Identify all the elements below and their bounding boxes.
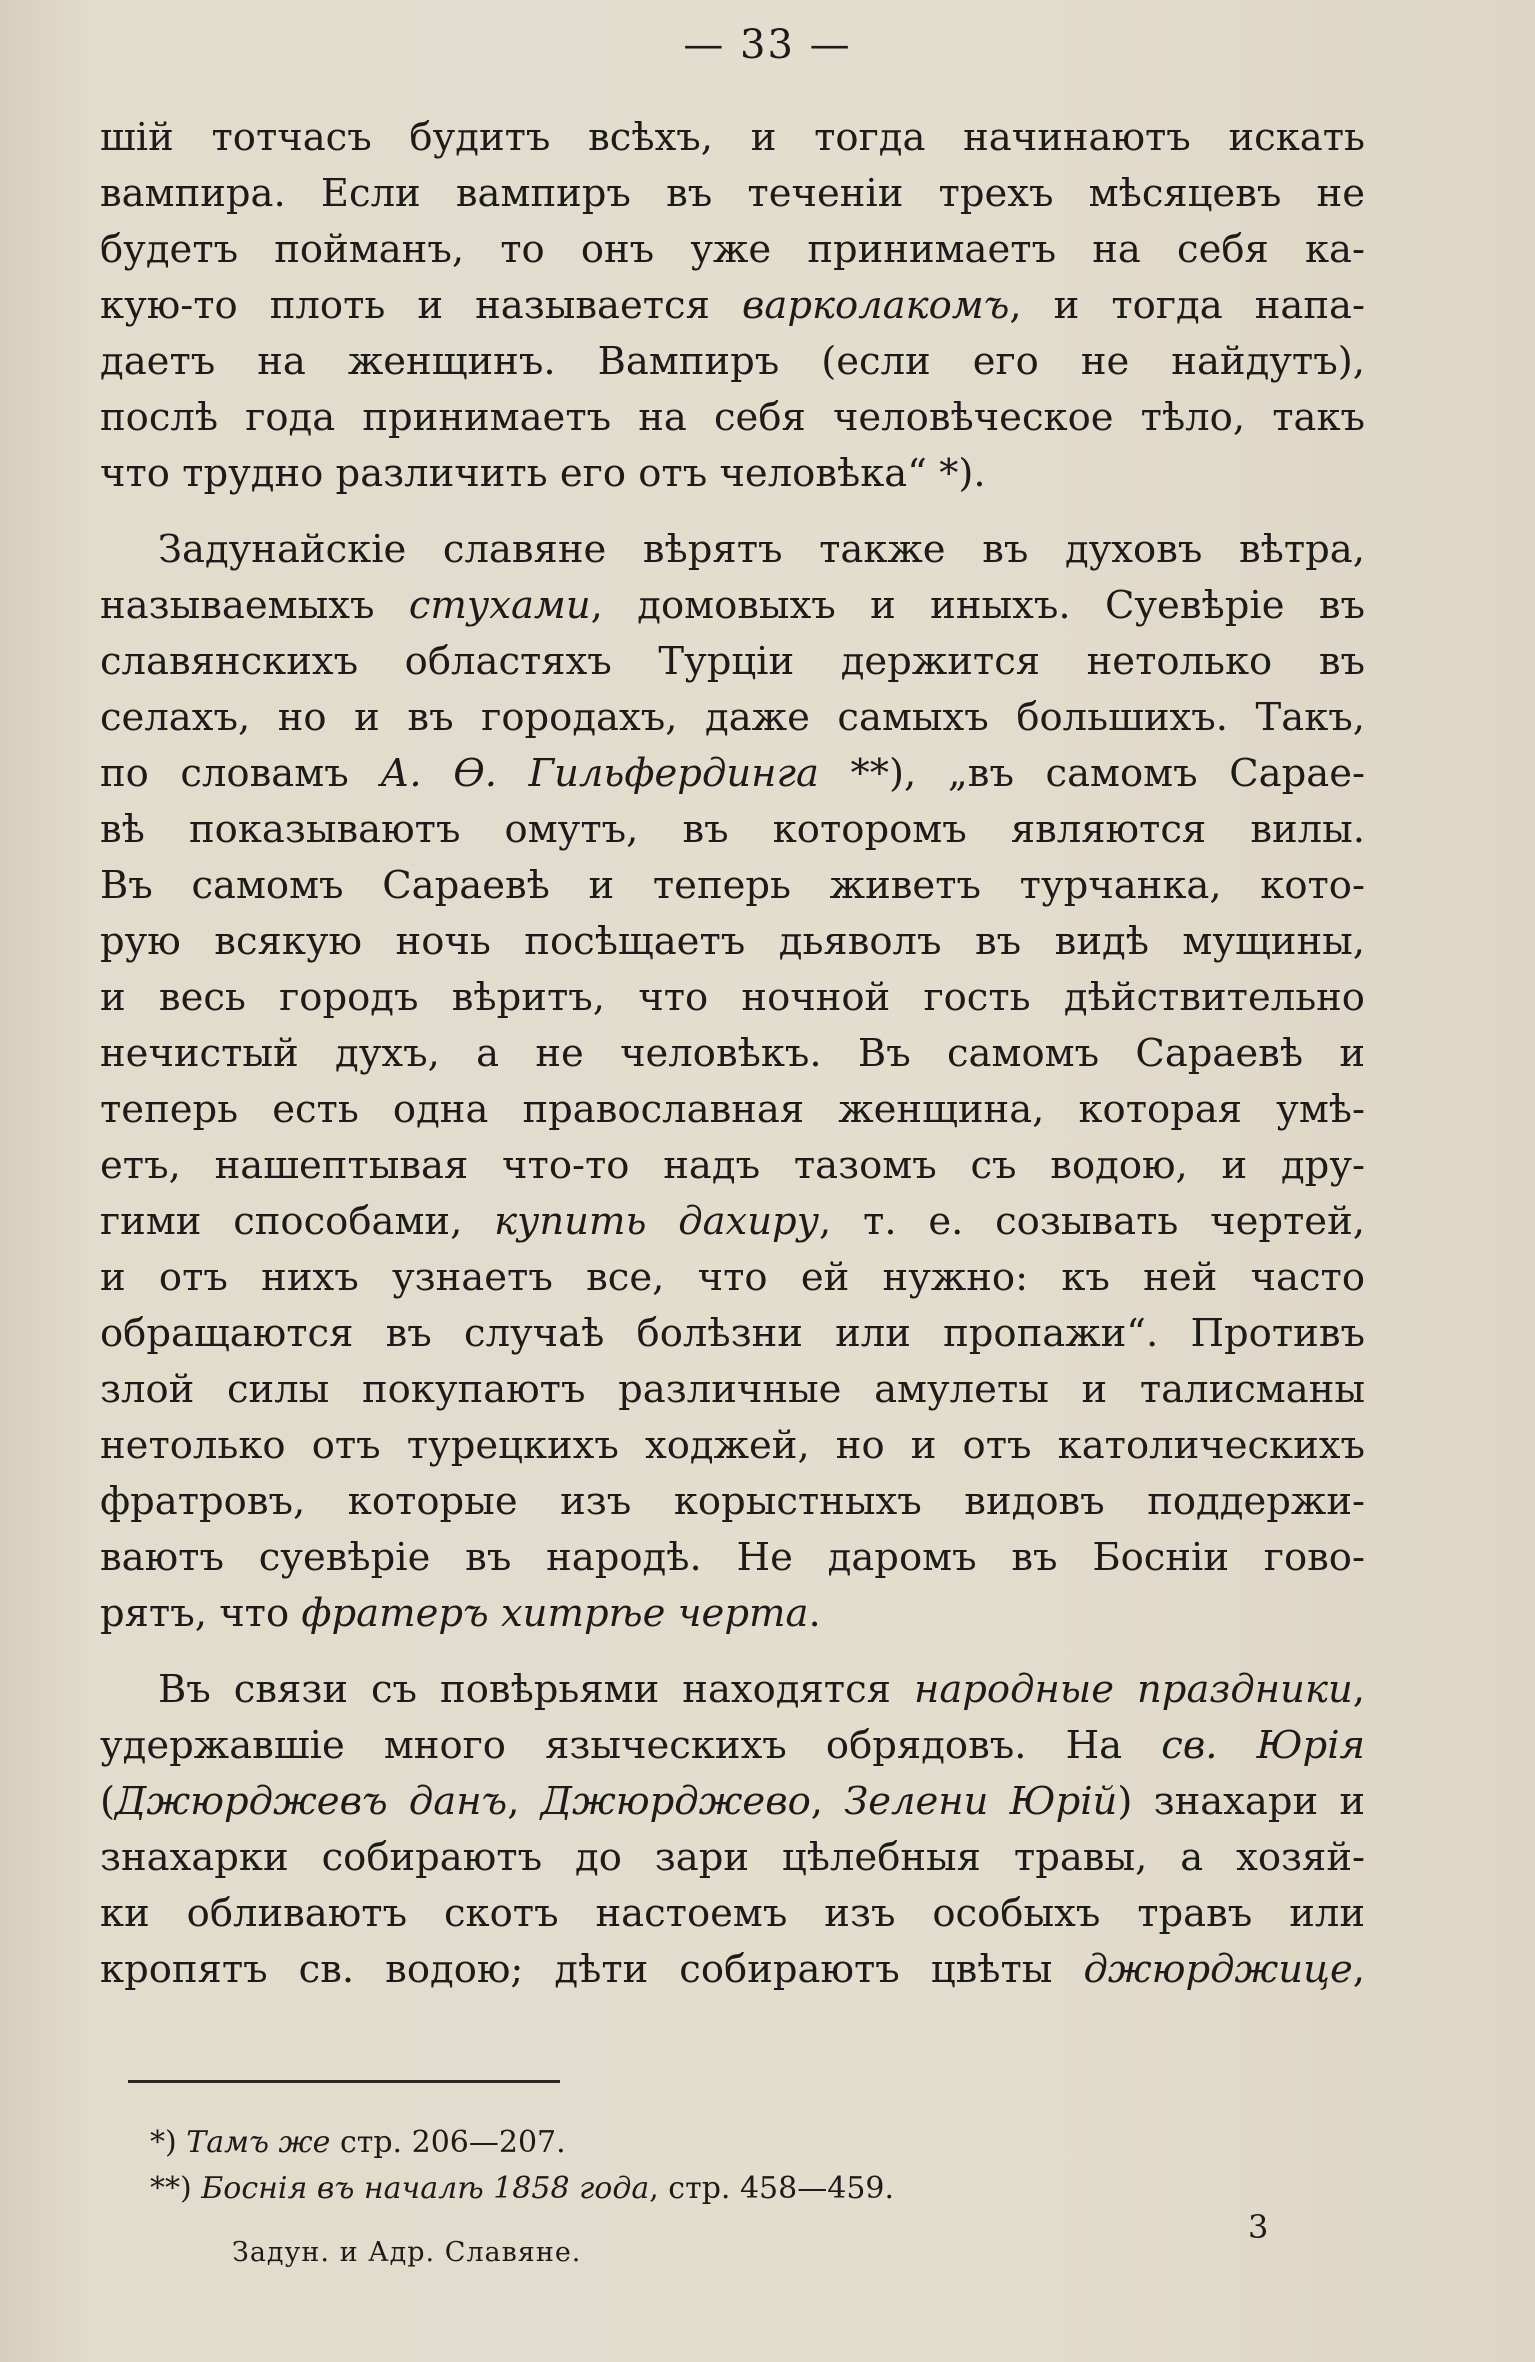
italic-term: Боснія въ началѣ 1858 года [201,2171,650,2206]
text-run: кую-то плоть и называется [100,283,742,328]
text-run: , [810,1779,845,1824]
text-line [100,1662,1365,1718]
text-run: , стр. 458—459. [649,2171,895,2206]
italic-term: варколакомъ [741,283,1010,328]
text-line: нечистый духъ, а не человѣкъ. Въ самомъ Сараевѣ и [100,1031,1365,1076]
body-text [100,110,1365,1998]
italic-term: св. Юрія [1161,1723,1365,1768]
italic-term: Тамъ же [186,2125,331,2160]
text-run: Въ связи съ повѣрьями находятся [158,1667,914,1712]
text-run: , [1352,1947,1365,1992]
text-line: фратровъ, которые изъ корыстныхъ видовъ поддержи- [100,1479,1365,1524]
footnote-rule [128,2080,560,2083]
footnote-mark: **) [150,2171,202,2206]
text-run: ) знахари и [1117,1779,1366,1824]
text-line: Задунайскіе славяне вѣрятъ также въ духовъ вѣтра, [158,527,1365,572]
italic-term: фратеръ хитрѣе черта [301,1591,809,1636]
text-line [100,578,1365,634]
text-line: злой силы покупаютъ различные амулеты и талисманы [100,1367,1365,1412]
italic-term: стухами [408,583,591,628]
italic-term: купить дахиру [494,1199,820,1244]
paragraph-gap [100,1642,1365,1662]
text-run: , [507,1779,541,1824]
text-line: вампира. Если вампиръ въ теченіи трехъ мѣсяцевъ не [100,171,1365,216]
text-line: и отъ нихъ узнаетъ все, что ей нужно: къ ней часто [100,1255,1365,1300]
text-run: удержавшіе много языческихъ обрядовъ. На [100,1723,1162,1768]
text-line [100,1194,1365,1250]
text-line: рую всякую ночь посѣщаетъ дьяволъ въ видѣ мущины, [100,919,1365,964]
paragraph-gap [100,502,1365,522]
text-line: ки обливаютъ скотъ настоемъ изъ особыхъ травъ или [100,1891,1365,1936]
text-run: по словамъ [100,751,381,796]
text-line [100,1718,1365,1774]
text-line: ваютъ суевѣріе въ народѣ. Не даромъ въ Босніи гово- [100,1535,1365,1580]
text-run: **), „въ самомъ Сарае- [818,751,1365,796]
text-run: , [1352,1667,1365,1712]
italic-term: Джюрджево [540,1779,811,1824]
text-line: будетъ пойманъ, то онъ уже принимаетъ на себя ка- [100,227,1365,272]
text-line: и весь городъ вѣритъ, что ночной гость дѣйствительно [100,975,1365,1020]
text-line: Въ самомъ Сараевѣ и теперь живетъ турчанка, кото- [100,863,1365,908]
text-line: даетъ на женщинъ. Вампиръ (если его не найдутъ), [100,339,1365,384]
text-line [100,1942,1365,1998]
text-line: славянскихъ областяхъ Турціи держится нетолько въ [100,639,1365,684]
signature-line: Задун. и Адр. Славяне. [232,2237,582,2268]
footnote-2 [150,2166,1050,2212]
italic-term: народные праздники [913,1667,1353,1712]
text-line: теперь есть одна православная женщина, которая умѣ- [100,1087,1365,1132]
text-line [100,1774,1365,1830]
text-run: называемыхъ [100,583,409,628]
text-line: что трудно различить его отъ человѣка“ *). [100,451,986,496]
text-run: ( [100,1779,116,1824]
text-line: шій тотчасъ будитъ всѣхъ, и тогда начинаютъ искать [100,115,1365,160]
text-run: . [808,1591,821,1636]
text-line: етъ, нашептывая что-то надъ тазомъ съ водою, и дру- [100,1143,1365,1188]
text-line: послѣ года принимаетъ на себя человѣческое тѣло, такъ [100,395,1365,440]
text-run: гими способами, [100,1199,495,1244]
italic-term: Зелени Юрій [844,1779,1118,1824]
footnote-1 [150,2120,1050,2166]
italic-term: Джюрджевъ данъ [115,1779,508,1824]
page-number: — 33 — [683,22,852,68]
text-run: , домовыхъ и иныхъ. Суевѣріе въ [590,583,1366,628]
text-run: рятъ, что [100,1591,302,1636]
text-line [100,746,1365,802]
text-run: , т. е. созывать чертей, [819,1199,1365,1244]
text-line: вѣ показываютъ омутъ, въ которомъ являются вилы. [100,807,1365,852]
italic-term: А. Ѳ. Гильфердинга [380,751,819,796]
text-run: , и тогда напа- [1009,283,1365,328]
text-line [100,1586,1365,1642]
text-run: кропятъ св. водою; дѣти собираютъ цвѣты [100,1947,1084,1992]
text-line: селахъ, но и въ городахъ, даже самыхъ большихъ. Такъ, [100,695,1365,740]
footnotes [150,2120,1050,2212]
italic-term: джюрджице [1083,1947,1353,1992]
text-run: стр. 206—207. [330,2125,566,2160]
footnote-mark: *) [150,2125,187,2160]
text-line: обращаются въ случаѣ болѣзни или пропажи“. Противъ [100,1311,1365,1356]
sheet-number: 3 [1248,2208,1269,2246]
text-line [100,278,1365,334]
text-line: нетолько отъ турецкихъ ходжей, но и отъ католическихъ [100,1423,1365,1468]
text-line: знахарки собираютъ до зари цѣлебныя травы, а хозяй- [100,1835,1365,1880]
